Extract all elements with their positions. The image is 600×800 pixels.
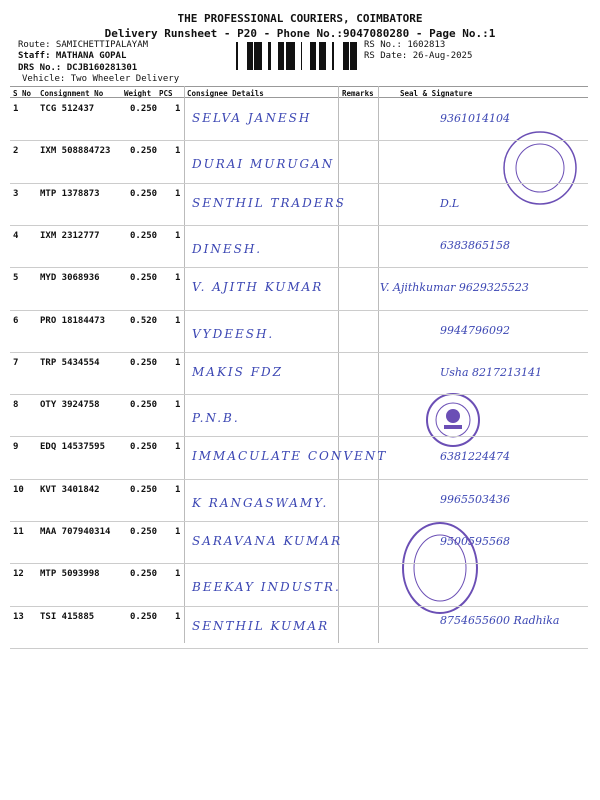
table-row [10, 479, 588, 522]
runsheet-subtitle: Delivery Runsheet - P20 - Phone No.:9047080280 - Page No.:1 [104, 27, 496, 40]
row-pcs: 1 [175, 230, 181, 241]
col-remarks: Remarks [342, 89, 374, 98]
barcode-bar [343, 42, 344, 70]
row-weight: 0.250 [130, 146, 158, 157]
row-pcs: 1 [175, 273, 181, 284]
barcode-bar [313, 42, 314, 70]
row-consignee-handwritten: DINESH. [192, 241, 263, 256]
row-separator [10, 310, 588, 311]
barcode-bar [346, 42, 349, 70]
barcode-bar [236, 42, 238, 70]
row-weight: 0.250 [130, 442, 158, 453]
row-sno: 1 [13, 104, 19, 114]
row-pcs: 1 [175, 484, 181, 495]
col-consignee: Consignee Details [187, 89, 264, 98]
row-separator [10, 394, 588, 395]
row-pcs: 1 [175, 188, 181, 199]
row-signature: V. Ajithkumar 9629325523 [380, 281, 529, 295]
row-pcs: 1 [175, 611, 181, 622]
vehicle-info: Vehicle: Two Wheeler Delivery [22, 74, 180, 84]
barcode-bar [344, 42, 346, 70]
row-pcs: 1 [175, 527, 181, 537]
company-seal-stamp [400, 520, 480, 616]
row-consignee-handwritten: BEEKAY INDUSTR. [192, 580, 341, 595]
row-separator [10, 183, 588, 184]
barcode-bar [332, 42, 334, 70]
row-separator [10, 521, 588, 522]
barcode-bar [278, 42, 280, 70]
row-signature: Usha 8217213141 [440, 365, 543, 379]
row-separator [10, 225, 588, 226]
barcode-bar [250, 42, 253, 70]
row-weight: 0.250 [130, 569, 158, 580]
barcode-bar [290, 42, 292, 70]
row-weight: 0.250 [130, 188, 158, 199]
row-separator [10, 479, 588, 480]
col-pcs: PCS [159, 89, 173, 98]
row-signature: 9965503436 [440, 492, 510, 506]
row-sno: 7 [13, 357, 19, 368]
row-separator [10, 140, 588, 141]
row-sno: 8 [13, 400, 19, 411]
drs-number: DRS No.: DCJB160281301 [18, 63, 138, 73]
row-consignment: IXM 2312777 [40, 230, 100, 241]
barcode-bar [260, 42, 262, 70]
barcode-bar [319, 42, 320, 70]
barcode-bar [283, 42, 284, 70]
col-sno: S No [13, 89, 32, 98]
row-weight: 0.250 [130, 527, 158, 537]
row-separator [10, 606, 588, 607]
row-consignee-handwritten: SENTHIL TRADERS [192, 195, 346, 210]
barcode-bar [355, 42, 356, 70]
col-seal-signature: Seal & Signature [400, 89, 473, 98]
row-weight: 0.250 [130, 273, 158, 284]
row-sno: 9 [13, 442, 19, 453]
row-weight: 0.250 [130, 104, 158, 114]
table-row [10, 436, 588, 479]
barcode-bar [320, 42, 322, 70]
barcode-bar [356, 42, 357, 70]
row-signature: 9361014104 [440, 112, 510, 125]
row-signature: 8754655600 Radhika [440, 613, 560, 627]
row-weight: 0.250 [130, 400, 158, 411]
row-separator [10, 352, 588, 353]
row-consignment: EDQ 14537595 [40, 442, 106, 453]
row-consignment: MTP 1378873 [40, 188, 100, 199]
table-row [10, 225, 588, 268]
row-weight: 0.250 [130, 484, 158, 495]
row-pcs: 1 [175, 569, 181, 580]
row-sno: 13 [13, 611, 24, 622]
barcode-bar [352, 42, 355, 70]
table-row [10, 563, 588, 606]
row-consignment: MTP 5093998 [40, 569, 100, 580]
row-consignee-handwritten: V. AJITH KUMAR [192, 280, 324, 295]
barcode-bar [254, 42, 256, 70]
row-consignee-handwritten: SENTHIL KUMAR [192, 618, 330, 633]
barcode-bar [322, 42, 325, 70]
row-separator [10, 563, 588, 564]
row-consignee-handwritten: VYDEESH. [192, 326, 275, 341]
barcode-bar [248, 42, 250, 70]
row-weight: 0.250 [130, 611, 158, 622]
staff-info: Staff: MATHANA GOPAL [18, 51, 127, 61]
row-consignee-handwritten: MAKIS FDZ [192, 364, 283, 379]
row-consignment: OTY 3924758 [40, 400, 100, 411]
barcode-bar [292, 42, 295, 70]
route-info: Route: SAMICHETTIPALAYAM [18, 40, 149, 50]
row-consignment: TCG 512437 [40, 104, 95, 114]
barcode-bar [314, 42, 316, 70]
barcode-bar [325, 42, 326, 70]
row-pcs: 1 [175, 104, 181, 114]
table-top-rule [10, 86, 588, 87]
barcode-bar [350, 42, 352, 70]
row-consignee-handwritten: DURAI MURUGAN [192, 157, 335, 172]
row-sno: 3 [13, 188, 19, 199]
row-consignee-handwritten: K RANGASWAMY. [192, 495, 329, 510]
row-sno: 6 [13, 315, 19, 326]
table-row [10, 394, 588, 437]
barcode-bar [280, 42, 283, 70]
row-signature: 9500595568 [440, 535, 510, 548]
bank-seal-stamp [425, 392, 481, 448]
table-row [10, 352, 588, 395]
barcode-bar [301, 42, 302, 70]
rs-number: RS No.: 1602813 [364, 40, 446, 50]
barcode-image [232, 42, 357, 70]
row-weight: 0.520 [130, 315, 158, 326]
row-consignment: MAA 707940314 [40, 527, 111, 537]
col-weight: Weight [124, 89, 152, 98]
table-row [10, 606, 588, 649]
row-separator [10, 267, 588, 268]
row-consignee-handwritten: SARAVANA KUMAR [192, 534, 343, 548]
row-consignee-handwritten: IMMACULATE CONVENT [192, 449, 388, 464]
row-signature: D.L [440, 196, 460, 210]
row-sno: 12 [13, 569, 24, 580]
row-sno: 4 [13, 230, 19, 241]
row-sno: 10 [13, 484, 24, 495]
row-pcs: 1 [175, 442, 181, 453]
barcode-bar [286, 42, 289, 70]
row-signature: 6383865158 [440, 238, 510, 252]
row-sno: 5 [13, 273, 19, 284]
row-sno: 11 [13, 527, 24, 537]
row-sno: 2 [13, 146, 19, 157]
table-row [10, 310, 588, 353]
row-pcs: 1 [175, 146, 181, 157]
barcode-bar [247, 42, 248, 70]
row-consignment: TSI 415885 [40, 611, 95, 622]
table-row [10, 521, 588, 564]
row-separator [10, 648, 588, 649]
row-consignment: IXM 508884723 [40, 146, 111, 157]
row-pcs: 1 [175, 400, 181, 411]
row-consignment: MYD 3068936 [40, 273, 100, 284]
row-separator [10, 436, 588, 437]
row-consignment: TRP 5434554 [40, 357, 100, 368]
row-weight: 0.250 [130, 357, 158, 368]
row-signature: 9944796092 [440, 323, 510, 337]
row-weight: 0.250 [130, 230, 158, 241]
barcode-bar [289, 42, 290, 70]
barcode-bar [310, 42, 313, 70]
row-signature: 6381224474 [440, 450, 510, 464]
rs-date: RS Date: 26-Aug-2025 [364, 51, 473, 61]
row-consignment: PRO 18184473 [40, 315, 106, 326]
col-consignment: Consignment No [40, 89, 104, 98]
row-pcs: 1 [175, 357, 181, 368]
row-consignment: KVT 3401842 [40, 484, 100, 495]
barcode-bar [259, 42, 260, 70]
barcode-bar [256, 42, 259, 70]
row-consignee-handwritten: SELVA JANESH [192, 111, 312, 125]
row-consignee-handwritten: P.N.B. [192, 411, 240, 426]
table-row [10, 267, 588, 310]
company-title: THE PROFESSIONAL COURIERS, COIMBATORE [177, 12, 423, 25]
row-pcs: 1 [175, 315, 181, 326]
barcode-bar [268, 42, 271, 70]
